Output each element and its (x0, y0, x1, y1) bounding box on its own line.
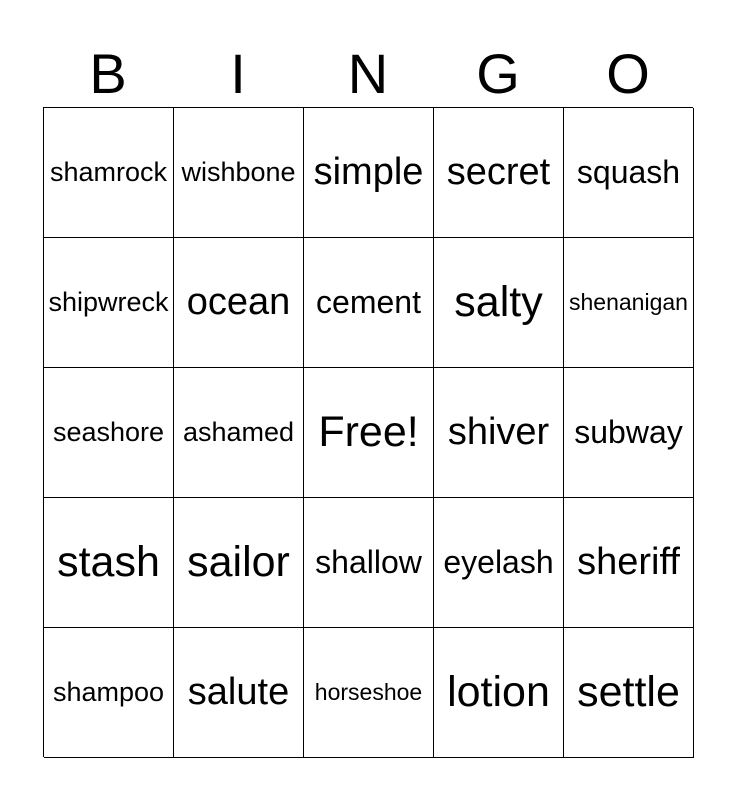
bingo-cell: subway (564, 368, 694, 498)
bingo-cell: salute (174, 628, 304, 758)
bingo-cell: shenanigan (564, 238, 694, 368)
bingo-cell: shipwreck (44, 238, 174, 368)
bingo-cell: shampoo (44, 628, 174, 758)
bingo-cell: secret (434, 108, 564, 238)
bingo-cell: ocean (174, 238, 304, 368)
bingo-cell: settle (564, 628, 694, 758)
bingo-cell: lotion (434, 628, 564, 758)
bingo-cell: wishbone (174, 108, 304, 238)
bingo-board (43, 107, 693, 757)
bingo-cell: shamrock (44, 108, 174, 238)
bingo-cell: sheriff (564, 498, 694, 628)
bingo-header (43, 40, 693, 108)
bingo-cell: eyelash (434, 498, 564, 628)
header-letter-b: B (89, 42, 127, 105)
bingo-cell: ashamed (174, 368, 304, 498)
bingo-cell: sailor (174, 498, 304, 628)
free-space-cell: Free! (304, 368, 434, 498)
bingo-cell: cement (304, 238, 434, 368)
bingo-cell: salty (434, 238, 564, 368)
bingo-cell: horseshoe (304, 628, 434, 758)
header-letter-g: G (476, 42, 520, 105)
bingo-cell: squash (564, 108, 694, 238)
header-letter-i: I (230, 42, 246, 105)
header-letter-o: O (606, 42, 650, 105)
bingo-cell: simple (304, 108, 434, 238)
bingo-cell: stash (44, 498, 174, 628)
bingo-cell: shiver (434, 368, 564, 498)
bingo-cell: shallow (304, 498, 434, 628)
bingo-cell: seashore (44, 368, 174, 498)
header-letter-n: N (347, 42, 389, 105)
